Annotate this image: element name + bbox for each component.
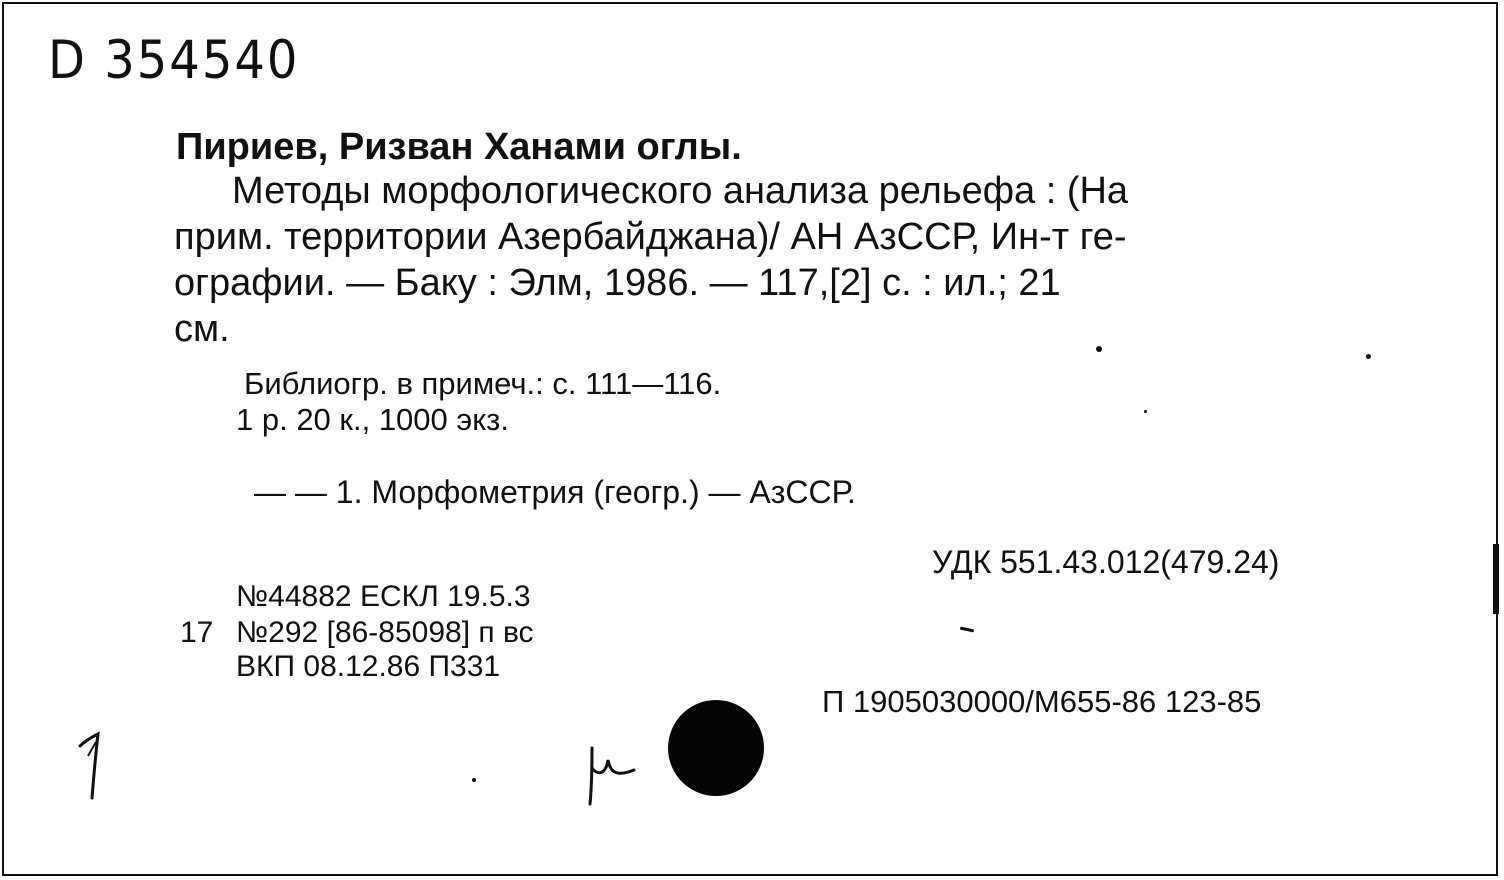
registration-line-1: №44882 ЕСКЛ 19.5.3 <box>236 580 531 613</box>
speck <box>1366 354 1371 359</box>
handwritten-initial <box>584 740 644 806</box>
speck <box>1144 410 1147 413</box>
speck <box>472 778 476 782</box>
description-line-4: см. <box>174 308 230 350</box>
speck <box>1096 346 1102 352</box>
price-note: 1 р. 20 к., 1000 экз. <box>236 402 509 437</box>
description-line-3: ографии. — Баку : Элм, 1986. — 117,[2] с. : ил.; 21 <box>174 262 1061 304</box>
description-line-1: Методы морфологического анализа рельефа : (На <box>232 170 1129 212</box>
index-code: П 1905030000/М655-86 123-85 <box>822 684 1262 719</box>
subject-heading: — — 1. Морфометрия (геогр.) — АзССР. <box>254 474 856 510</box>
author-heading: Пириев, Ризван Ханами оглы. <box>176 126 742 168</box>
edge-mark <box>1493 544 1499 614</box>
udc-code: УДК 551.43.012(479.24) <box>932 544 1280 580</box>
punch-hole <box>668 700 764 796</box>
handwritten-mark-left <box>74 732 114 802</box>
catalog-card <box>2 2 1498 876</box>
call-number: D 354540 <box>48 29 300 92</box>
speck <box>960 627 974 633</box>
registration-line-2: №292 [86-85098] п вс <box>236 616 534 649</box>
registration-line-3: ВКП 08.12.86 П331 <box>236 650 501 683</box>
bibliography-note: Библиогр. в примеч.: с. 111—116. <box>244 366 722 401</box>
registration-line-2-prefix: 17 <box>180 616 214 649</box>
description-line-2: прим. территории Азербайджана)/ АН АзССР, Ин-т ге- <box>174 216 1127 258</box>
